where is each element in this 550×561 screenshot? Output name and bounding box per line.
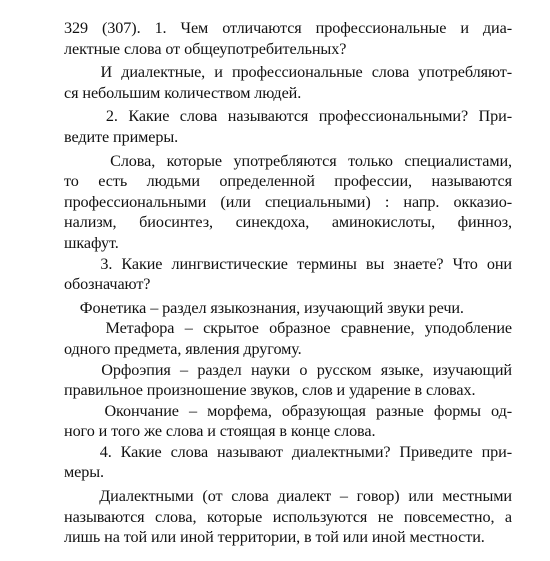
text-line: лектные слова от общеупотребительных? <box>64 39 347 58</box>
text-line: Метафора – скрытое образное сравнение, уподобление <box>64 319 512 338</box>
text-line: И диалектные, и профессиональные слова употребляют- <box>64 63 512 82</box>
text-line: правильное произношение звуков, слов и ударение в словах. <box>64 381 476 400</box>
text-line: обозначают? <box>64 275 151 294</box>
text-line: профессиональными (или специальными) : напр. окказио- <box>64 192 512 211</box>
text-line: 329 (307). 1. Чем отличаются профессиональные и диа- <box>64 19 512 37</box>
text-line: одного предмета, явления другому. <box>64 339 302 358</box>
text-line: называются слова, которые используются не повсеместно, а <box>64 507 512 526</box>
text-line: 2. Какие слова называются профессиональными? При- <box>64 107 512 126</box>
text-line: лишь на той или иной территории, в той или иной местности. <box>64 528 485 547</box>
text-line: Фонетика – раздел языкознания, изучающий звуки речи. <box>64 298 464 317</box>
text-line: 3. Какие лингвистические термины вы знаете? Что они <box>64 254 512 273</box>
text-line: ного и того же слова и стоящая в конце слова. <box>64 422 376 441</box>
text-line: ся небольшим количеством людей. <box>64 83 302 102</box>
text-line: меры. <box>64 463 104 482</box>
text-line: ведите примеры. <box>64 127 179 146</box>
text-line: Слова, которые употребляются только специалистами, <box>64 151 512 170</box>
text-line: нализм, биосинтез, синекдоха, аминокислоты, финноз, <box>64 213 512 232</box>
text-line: то есть людьми определенной профессии, называются <box>64 172 512 191</box>
text-line: Диалектными (от слова диалект – говор) или местными <box>64 487 512 506</box>
text-line: 4. Какие слова называют диалектными? Приведите при- <box>64 442 512 461</box>
document-page <box>64 18 512 548</box>
text-line: Окончание – морфема, образующая разные формы од- <box>64 401 512 420</box>
text-line: шкафут. <box>64 233 119 252</box>
text-line: Орфоэпия – раздел науки о русском языке, изучающий <box>64 360 512 379</box>
